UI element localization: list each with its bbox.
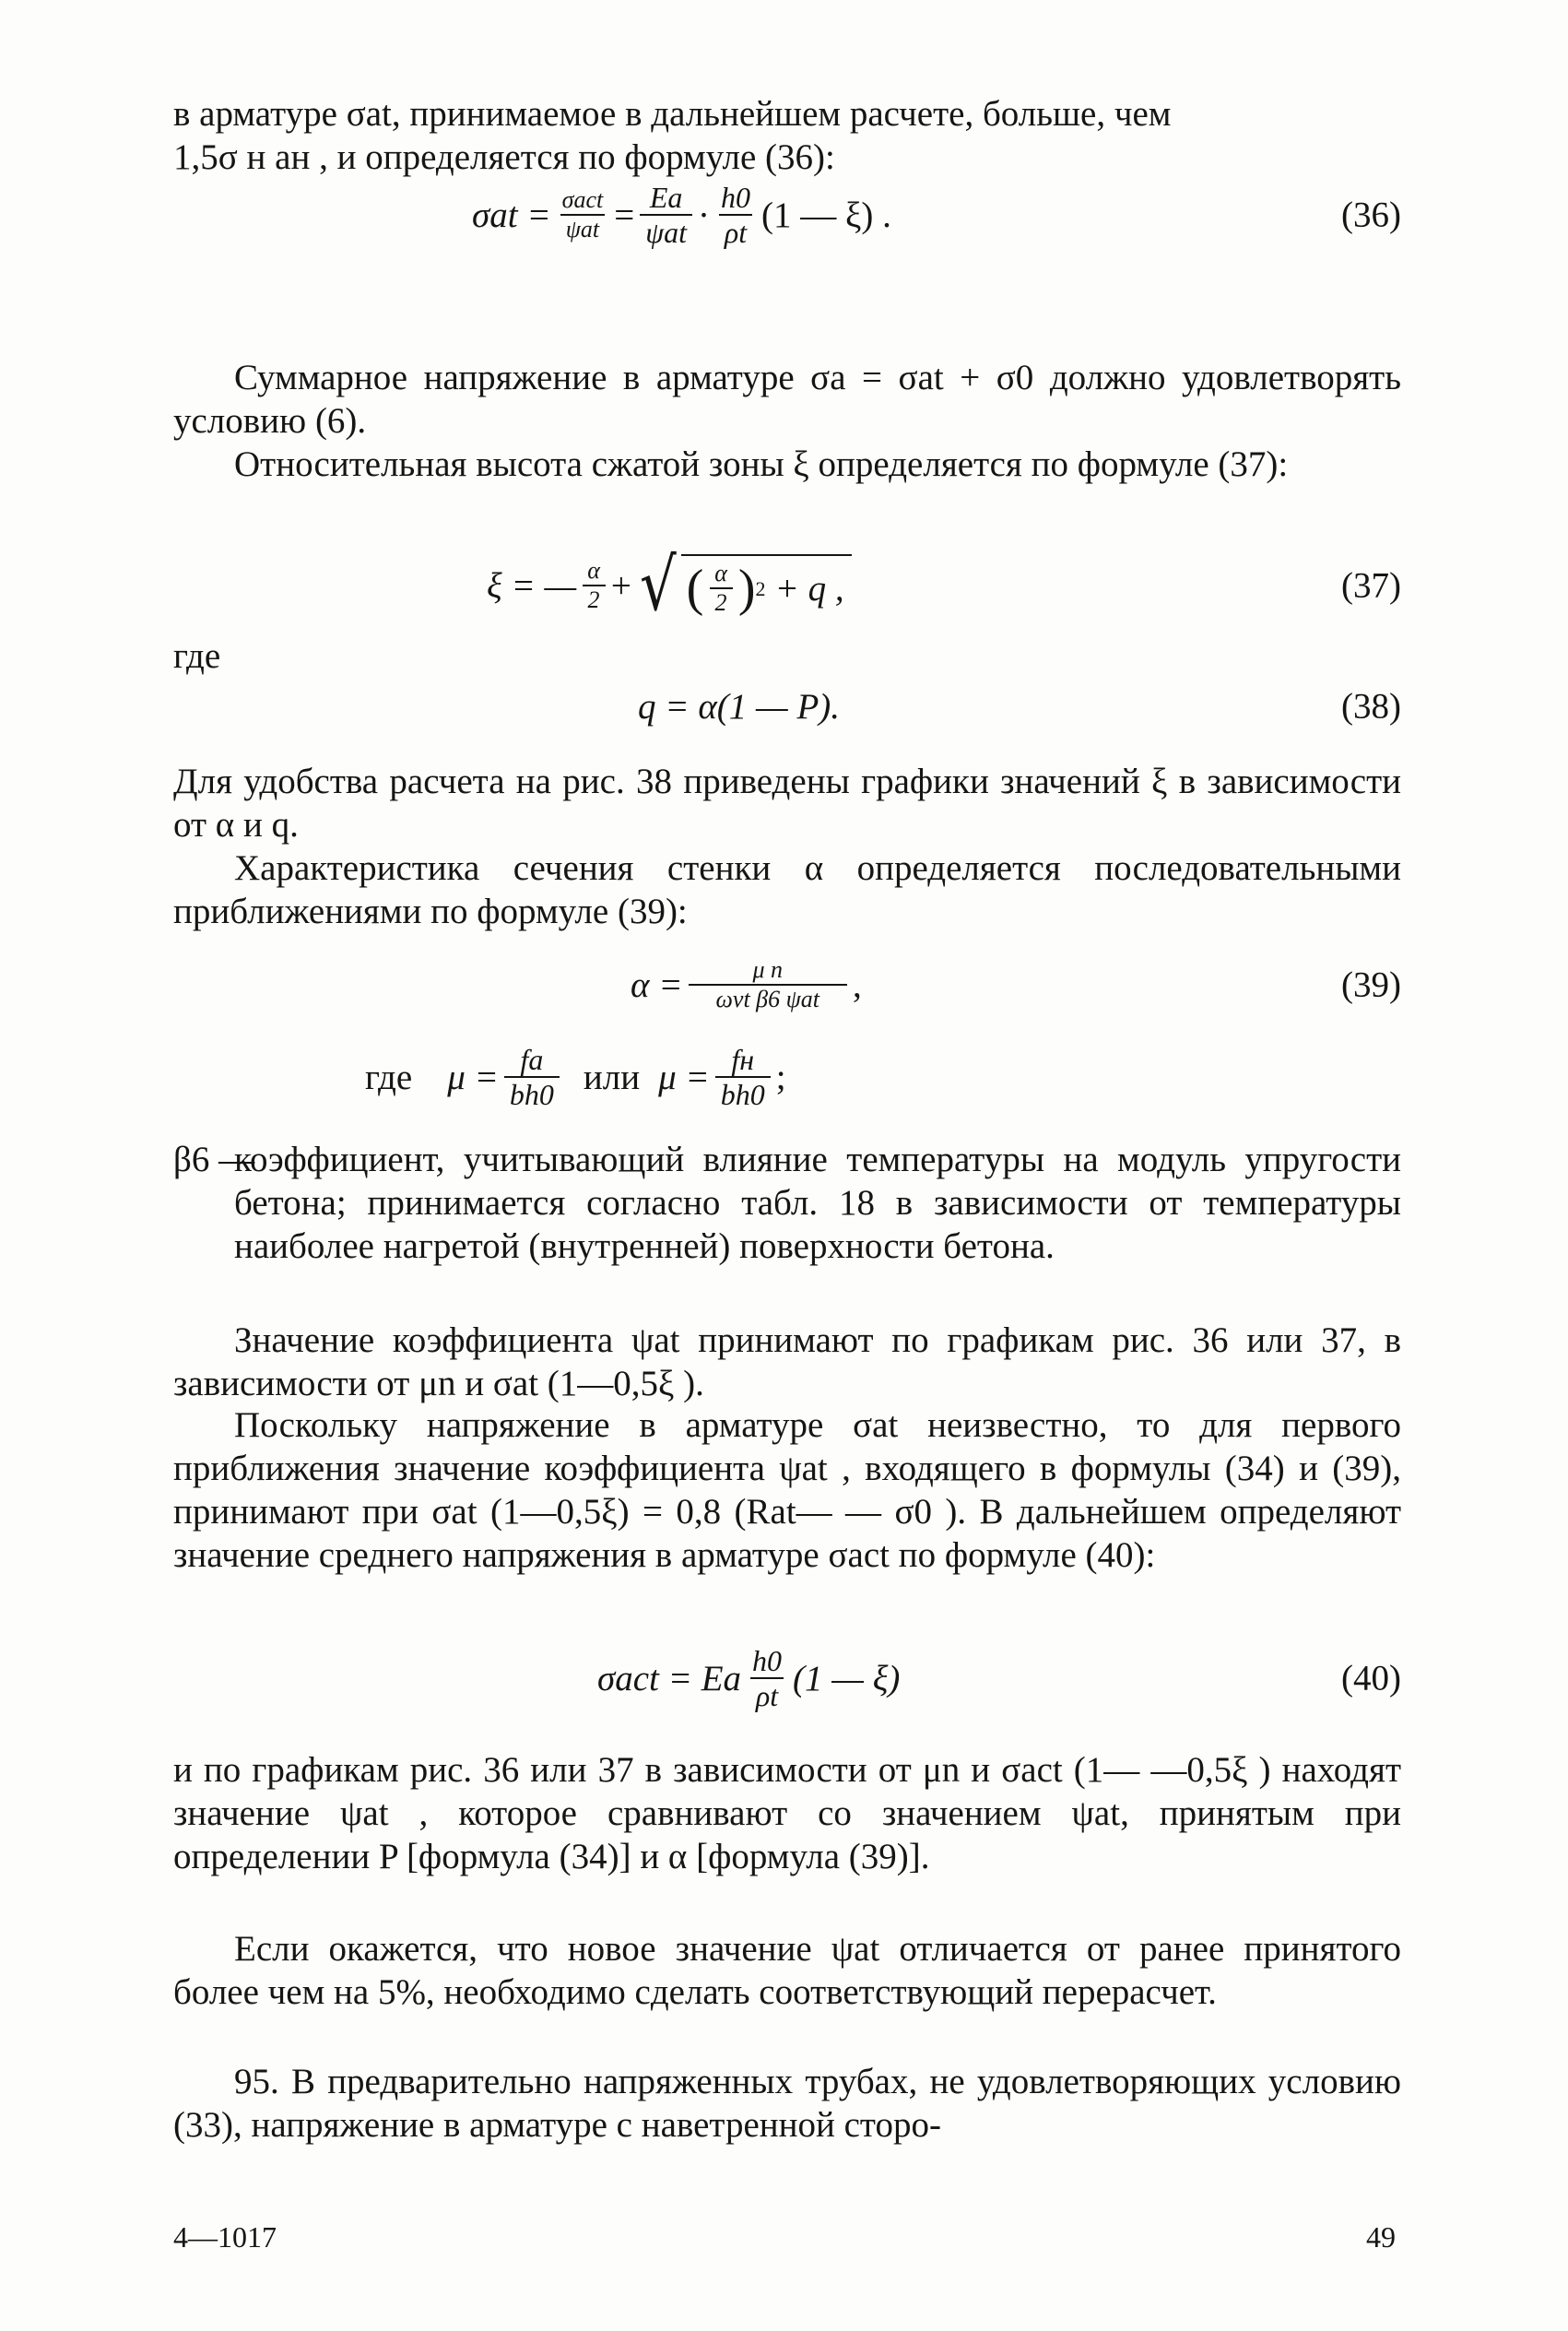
fraction-alpha-over-2: $\frac{\alpha}{2}$: [582, 557, 606, 614]
fraction-h0-over-rho: $\frac{h0}{\rho t}$: [715, 181, 756, 249]
paragraph-8: Поскольку напряжение в арматуре σat неизвестно, то для первого приближения значение коэффициента ψat , входящего в формулы (34) и (39), принимают при σat (1—0,5ξ) = 0,8 (Rat— — σ0 ). В дальнейшем определяют значение среднего напряжения в арматуре σact по формуле (40):: [173, 1405, 1401, 1575]
fraction-fa-over-bh0: $\frac{fа}{bh0}$: [504, 1043, 560, 1111]
paragraph-5: Характеристика сечения стенки α определяется последовательными приближениями по формуле (39):: [173, 848, 1401, 931]
equation-number: (37): [1341, 565, 1401, 606]
paragraph-1-line-2: 1,5σ н ан , и определяется по формуле (36):: [173, 137, 835, 177]
paragraph-4: Для удобства расчета на рис. 38 приведены графики значений ξ в зависимости от α и q.: [173, 762, 1401, 845]
paragraph-9: и по графикам рис. 36 или 37 в зависимости от μn и σact (1— —0,5ξ ) находят значение ψat , которое сравнивают со значением ψat, принятым при определении P [формула (34)] и α [формула (39)].: [173, 1750, 1401, 1876]
equation-38: q = α(1 — P). (38): [638, 686, 1401, 727]
equation-number: (38): [1341, 686, 1401, 727]
equation-number: (36): [1341, 195, 1401, 235]
definition-lead: β6 —: [173, 1140, 255, 1179]
fraction-mu-n: $\frac{\text{μ n}}{\text{ωνt β6 ψat}}$: [689, 956, 847, 1013]
gde-label: где: [173, 636, 221, 676]
paragraph-2: Суммарное напряжение в арматуре σa = σat + σ0 должно удовлетворять условию (6).: [173, 358, 1401, 441]
fraction-fn-over-bh0: $\frac{fн}{bh0}$: [715, 1043, 771, 1111]
paragraph-7: Значение коэффициента ψat принимают по графикам рис. 36 или 37, в зависимости от μn и σat (1—0,5ξ ).: [173, 1320, 1401, 1403]
equation-37: ξ = — $\frac{\alpha}{2}$ + √ ( $\frac{\alpha}{2}$ ) 2 + q , (37): [487, 544, 1401, 627]
definition-beta: [173, 1138, 1401, 1268]
definition-text: коэффициент, учитывающий влияние температуры на модуль упругости бетона; принимается согласно табл. 18 в зависимости от температуры наиболее нагретой (внутренней) поверхности бетона.: [234, 1140, 1401, 1266]
paragraph-1-line-1: в арматуре σat, принимаемое в дальнейшем расчете, больше, чем: [173, 94, 1172, 134]
paragraph-1: [173, 92, 1401, 179]
paragraph-10: Если окажется, что новое значение ψat отличается от ранее принятого более чем на 5%, необходимо сделать соответствующий перерасчет.: [173, 1929, 1401, 2012]
square-root: √ ( $\frac{\alpha}{2}$ ) 2 + q ,: [635, 550, 852, 621]
equation-39: α = $\frac{\text{μ n}}{\text{ωνt β6 ψat}}$ , (39): [631, 956, 1401, 1012]
equation-number: (40): [1341, 1658, 1401, 1698]
radical-sign-icon: √: [639, 544, 677, 627]
paragraph-3: Относительная высота сжатой зоны ξ определяется по формуле (37):: [234, 444, 1289, 484]
equation-number: (39): [1341, 964, 1401, 1005]
equation-36: σat = $\frac{\text{σact}}{\text{ψat}}$ = $\frac{Eа}{\text{ψat}}$ · $\frac{h0}{\rho t}$ (1 — ξ) . (36): [472, 181, 1401, 249]
paragraph-11: 95. В предварительно напряженных трубах, не удовлетворяющих условию (33), напряжение в арматуре с наветренной сторо-: [173, 2062, 1401, 2145]
fraction-inner: $\frac{\alpha}{2}$: [709, 560, 733, 617]
footer-signature: 4—1017: [173, 2220, 277, 2254]
fraction-sigma-act-over-psi: $\frac{\text{σact}}{\text{ψat}}$: [561, 186, 604, 243]
fraction-h0-over-rho-40: $\frac{h0}{\rho t}$: [747, 1644, 787, 1712]
page-number: 49: [1366, 2220, 1396, 2254]
equation-40: σact = Eа $\frac{h0}{\rho t}$ (1 — ξ) (40): [597, 1644, 1401, 1712]
equation-39-definitions: где μ = $\frac{fа}{bh0}$ или μ = $\frac{fн}{bh0}$ ;: [365, 1043, 786, 1111]
fraction-ea-over-psi: $\frac{Eа}{\text{ψat}}$: [640, 181, 692, 249]
